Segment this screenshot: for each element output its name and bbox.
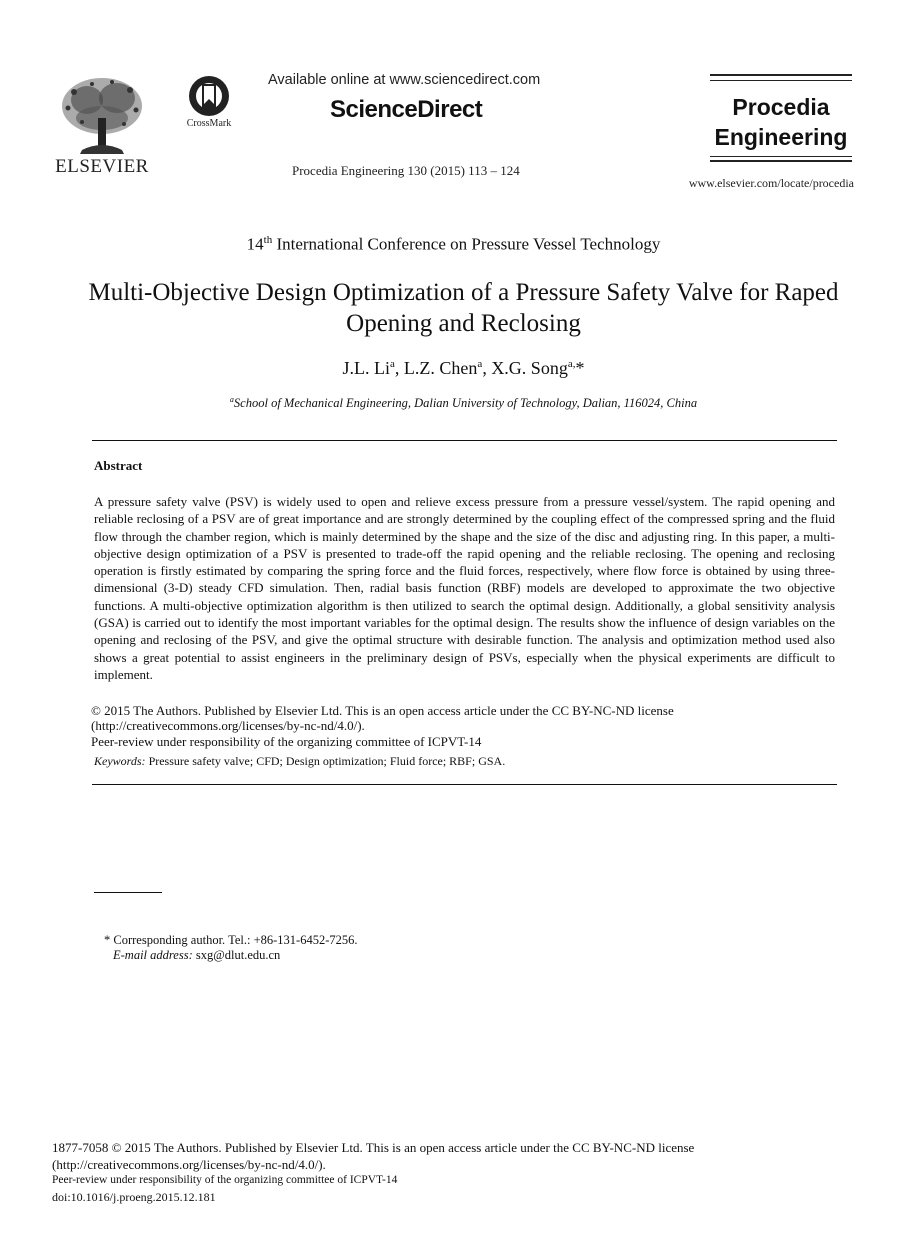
keywords-list: Pressure safety valve; CFD; Design optimization; Fluid force; RBF; GSA.: [148, 754, 506, 768]
footnote-rule: [94, 892, 162, 893]
journal-box-rule: [710, 160, 852, 162]
author-separator: ,: [394, 358, 404, 378]
affiliation-text: School of Mechanical Engineering, Dalian University of Technology, Dalian, 116024, China: [233, 396, 698, 411]
affiliation-mark: a: [229, 395, 234, 404]
author-name: L.Z. Chen: [403, 358, 478, 378]
journal-url-link[interactable]: www.elsevier.com/locate/procedia: [688, 176, 854, 190]
footer-doi[interactable]: doi:10.1016/j.proeng.2015.12.181: [52, 1190, 216, 1204]
footer-license-link[interactable]: (http://creativecommons.org/licenses/by-nc-nd/4.0/).: [52, 1157, 326, 1172]
author-affiliation-mark: a: [477, 358, 483, 370]
peer-review-statement: Peer-review under responsibility of the organizing committee of ICPVT-14: [91, 734, 482, 749]
conference-title: International Conference on Pressure Vessel Technology: [276, 234, 661, 254]
license-link[interactable]: (http://creativecommons.org/licenses/by-nc-nd/4.0/).: [91, 718, 365, 733]
available-online-link[interactable]: Available online at www.sciencedirect.com: [268, 72, 541, 88]
journal-name: Procedia: [732, 94, 830, 120]
author-affiliation-mark: a: [390, 358, 395, 370]
email-note: [113, 948, 280, 963]
journal-box-rule: [710, 80, 852, 81]
author-separator: ,: [482, 358, 492, 378]
conference-number: 14: [246, 234, 264, 254]
keywords: [94, 754, 505, 769]
crossmark-label: CrossMark: [186, 118, 232, 129]
conference-name: [0, 234, 907, 255]
publisher-logo-text: ELSEVIER: [55, 156, 149, 177]
email-label: E-mail address:: [113, 948, 193, 962]
journal-box-rule: [710, 156, 852, 157]
journal-reference: Procedia Engineering 130 (2015) 113 – 124: [292, 163, 520, 178]
section-divider: [92, 784, 837, 785]
footer-peer-review: Peer-review under responsibility of the organizing committee of ICPVT-14: [52, 1174, 398, 1186]
abstract-heading: Abstract: [94, 458, 143, 473]
footer-issn-license: 1877-7058 © 2015 The Authors. Published by Elsevier Ltd. This is an open access article under the CC BY-NC-ND license: [52, 1140, 695, 1155]
corresponding-mark: *: [575, 358, 585, 378]
journal-name: Engineering: [714, 124, 848, 150]
paper-title: Multi-Objective Design Optimization of a Pressure Safety Valve for Raped Opening and Reclosing: [88, 279, 839, 337]
section-divider: [92, 440, 837, 441]
keywords-label: Keywords:: [94, 754, 146, 768]
author-name: X.G. Song: [491, 358, 568, 378]
author-name: J.L. Li: [342, 358, 391, 378]
abstract-body: A pressure safety valve (PSV) is widely used to open and relieve excess pressure from a pressure vessel/system. The rapid opening and reliable reclosing of a PSV are of great importance and are strongly determined by the coupling effect of the compressed spring and the fluid flow through the chamber region, which is mainly determined by the shape and the size of the disc and adjusting ring. In this paper, a multi-objective design optimization of a PSV is presented to trade-off the rapid opening and the reliable reclosing. The opening and reclosing operation is firstly estimated by comparing the spring force and the fluid forces, respectively, where flow force is obtained by using three-dimensional (3-D) steady CFD simulation. Then, radial basis function (RBF) models are developed to approximate the two objective functions. A multi-objective optimization algorithm is then utilized to search the optimal design. Additionally, a global sensitivity analysis (GSA) is carried out to identify the most important variables for the optimal design. The results show the influence of design variables on the opening and reclosing of the PSV, and give the optimal structure with desirable function. The analysis and optimization method used also shows a great potential to assist engineers in the preliminary design of PSVs, especially when the physical experiments are difficult to implement.: [94, 494, 835, 682]
author-list: [0, 358, 907, 379]
conference-ordinal: th: [263, 234, 273, 246]
email-link[interactable]: sxg@dlut.edu.cn: [195, 948, 281, 962]
corresponding-author-note: * Corresponding author. Tel.: +86-131-6452-7256.: [104, 933, 358, 947]
platform-name: ScienceDirect: [330, 96, 483, 123]
license-statement: © 2015 The Authors. Published by Elsevier Ltd. This is an open access article under the CC BY-NC-ND license: [91, 703, 674, 718]
journal-box-rule: [710, 74, 852, 76]
author-affiliation-mark: a,: [567, 358, 576, 370]
affiliation: [0, 395, 907, 411]
